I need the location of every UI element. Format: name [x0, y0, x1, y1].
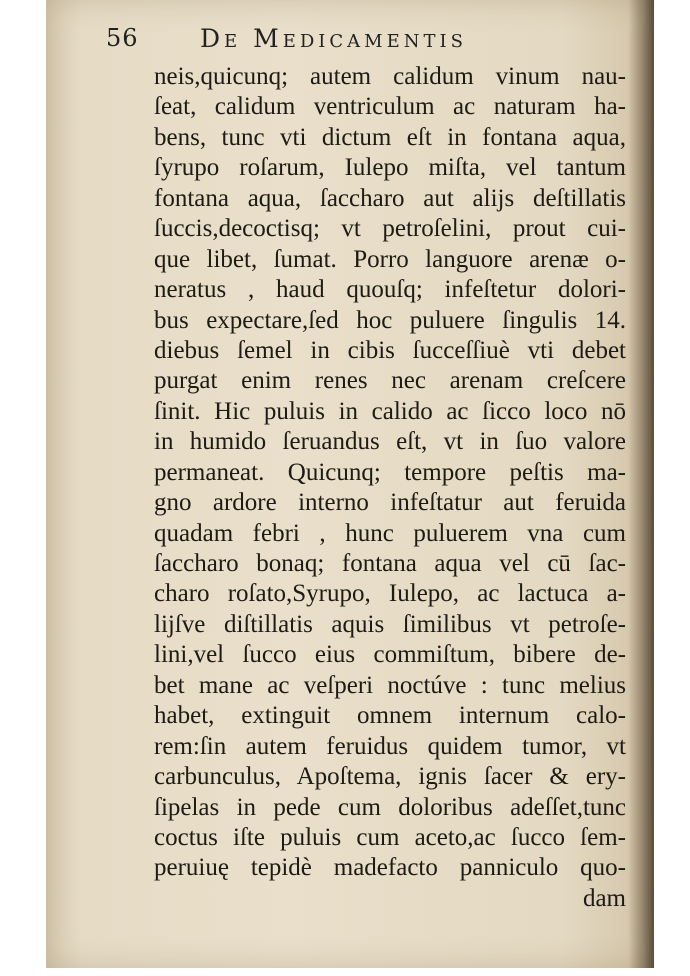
running-head: De Medicamentis	[200, 24, 467, 53]
catchword: dam	[582, 884, 626, 912]
text-line: bus expectare,ſed hoc puluere ſingulis 14.	[154, 306, 626, 334]
text-line: que libet, ſumat. Porro languore arenæ o-	[154, 245, 626, 273]
text-line: lijſve diſtillatis aquis ſimilibus vt petroſe-	[154, 610, 626, 638]
text-line: fontana aqua, ſaccharo aut alijs deſtillatis	[154, 184, 626, 212]
text-line: ſipelas in pede cum doloribus adeſſet,tunc	[154, 793, 626, 821]
text-line: ſyrupo roſarum, Iulepo miſta, vel tantum	[154, 154, 626, 182]
page-header	[106, 24, 586, 60]
text-line: ſaccharo bonaq; fontana aqua vel cū ſac-	[154, 550, 626, 577]
text-line: in humido ſeruandus eſt, vt in ſuo valore	[154, 428, 626, 456]
text-line: ſeat, calidum ventriculum ac naturam ha-	[154, 93, 626, 121]
text-line: coctus iſte puluis cum aceto,ac ſucco ſem-	[154, 823, 626, 851]
text-line: diebus ſemel in cibis ſucceſſiuè vti debet	[154, 336, 626, 364]
text-line: purgat enim renes nec arenam creſcere	[154, 367, 626, 395]
text-line: bet mane ac veſperi noctúve : tunc melius	[154, 671, 626, 699]
text-line: neis,quicunq; autem calidum vinum nau-	[154, 63, 626, 90]
text-line: bens, tunc vti dictum eſt in fontana aqua,	[154, 123, 626, 151]
body-text	[154, 62, 626, 914]
text-line: ſuccis,decoctisq; vt petroſelini, prout cui-	[154, 215, 626, 243]
text-line: habet, extinguit omnem internum calo-	[154, 702, 626, 730]
text-line: quadam febri , hunc puluerem vna cum	[154, 519, 626, 547]
text-line: lini,vel ſucco eius commiſtum, bibere de-	[154, 641, 626, 669]
text-line: ſinit. Hic puluis in calido ac ſicco loco nō	[154, 397, 626, 425]
text-line: peruiuę tepidè madefacto panniculo quo-	[154, 854, 626, 882]
page-number: 56	[106, 24, 139, 52]
text-line: rem:ſin autem feruidus quidem tumor, vt	[154, 732, 626, 760]
text-line: carbunculus, Apoſtema, ignis ſacer & ery-	[154, 763, 626, 791]
text-line: neratus , haud quouſq; infeſtetur dolori-	[154, 276, 626, 304]
text-line: permaneat. Quicunq; tempore peſtis ma-	[154, 458, 626, 486]
text-line: gno ardore interno infeſtatur aut feruida	[154, 489, 626, 517]
text-line: charo roſato,Syrupo, Iulepo, ac lactuca a-	[154, 580, 626, 608]
